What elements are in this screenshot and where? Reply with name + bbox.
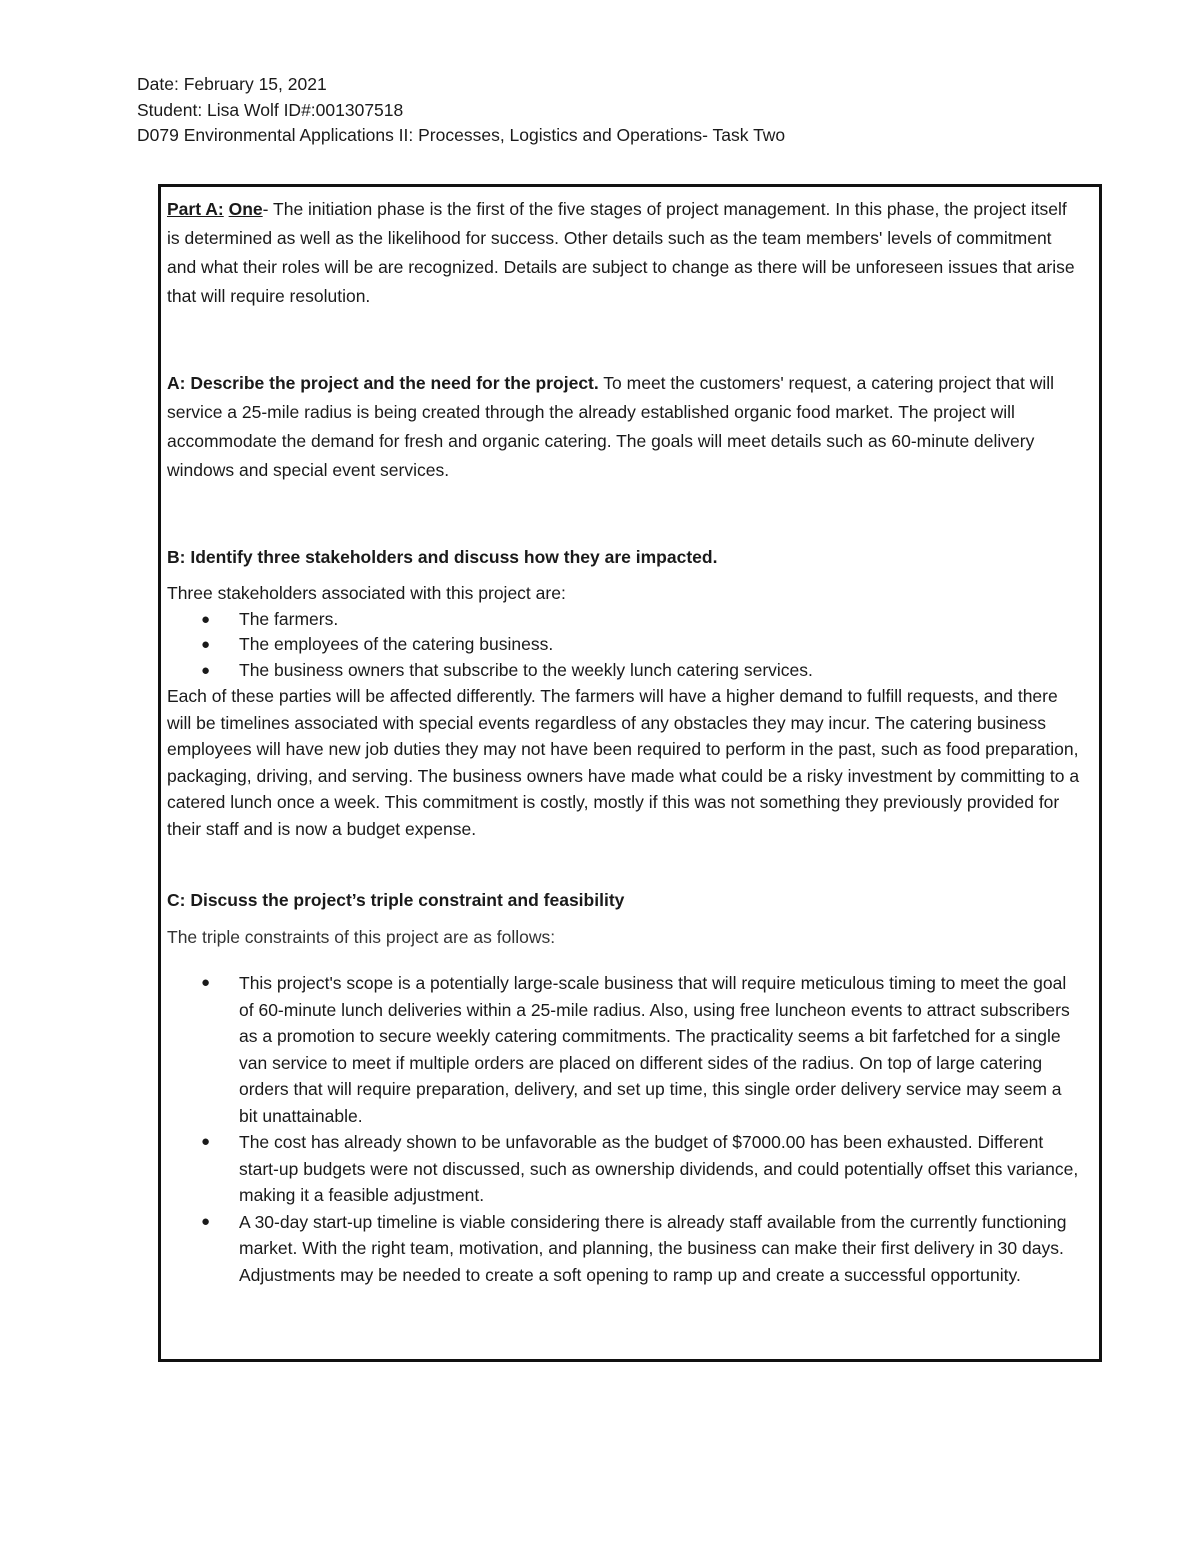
bullet-icon: ● [201,661,211,679]
bullet-icon: ● [201,974,211,991]
spacer [167,485,1081,543]
list-item: ● A 30-day start-up timeline is viable considering there is already staff available from the currently functioning market. With the right team, motivation, and planning, the business can make their first delivery in 30 days. Adjustments may be needed to create a soft opening to ramp up and create a successful opportunity. [167,1209,1081,1289]
list-item: ● The employees of the catering business. [167,632,1081,658]
list-item: ● The cost has already shown to be unfavorable as the budget of $7000.00 has been exhausted. Different start-up budgets were not discussed, such as ownership dividends, and could potentially offset this variance, making it a feasible adjustment. [167,1129,1081,1209]
section-b-heading: B: Identify three stakeholders and discuss how they are impacted. [167,547,718,567]
stakeholder-list [167,607,1081,684]
section-b-body: Each of these parties will be affected differently. The farmers will have a higher demand to fulfill requests, and there will be timelines associated with special events regardless of any obstacles they may incur. The catering business employees will have new job duties they may not have been required to perform in the past, such as food preparation, packaging, driving, and serving. The business owners have made what could be a risky investment by committing to a catered lunch once a week. This commitment is costly, mostly if this was not something they previously provided for their staff and is now a budget expense. [167,686,1080,839]
constraint-list [167,970,1081,1288]
spacer [167,915,1081,923]
section-c-heading: C: Discuss the project’s triple constraint and feasibility [167,890,625,910]
part-a-label: Part A: [167,199,224,219]
content-body [167,195,1081,1288]
date-line: Date: February 15, 2021 [137,74,327,94]
section-a-heading: A: Describe the project and the need for the project. [167,373,599,393]
section-a-body: To meet the customers' request, a catering project that will service a 25-mile radius is being created through the already established organic food market. The project will accommodate the demand for fresh and organic catering. The goals will meet details such as 60-minute delivery windows and special event services. [167,373,1055,480]
course-title: D079 Environmental Applications II: Processes, Logistics and Operations- Task Two [137,125,786,145]
spacer [167,842,1081,886]
spacer [167,572,1081,580]
student-line: Student: Lisa Wolf ID#:001307518 [137,99,404,120]
document-header [137,72,785,149]
bullet-icon: ● [201,636,211,653]
section-a-paragraph [167,369,1081,485]
section-c-intro: The triple constraints of this project are as follows: [167,927,556,947]
part-a-paragraph [167,195,1081,311]
section-b-intro: Three stakeholders associated with this project are: [167,583,566,603]
spacer [167,952,1081,970]
spacer [167,311,1081,369]
list-item: ● The business owners that subscribe to the weekly lunch catering services. [167,658,1081,684]
content-box [158,184,1102,1362]
bullet-icon: ● [201,1133,211,1150]
list-item: ● The farmers. [167,607,1081,633]
part-a-one-label: One [228,199,263,219]
bullet-icon: ● [201,610,211,628]
list-item: ● This project's scope is a potentially large-scale business that will require meticulous timing to meet the goal of 60-minute lunch deliveries within a 25-mile radius. Also, using free luncheon events to attract subscribers as a promotion to secure weekly catering commitments. The practicality seems a bit farfetched for a single van service to meet if multiple orders are placed on different sides of the radius. On top of large catering orders that will require preparation, delivery, and set up time, this single order delivery service may seem a bit unattainable. [167,970,1081,1129]
bullet-icon: ● [201,1212,211,1230]
part-a-intro: - The initiation phase is the first of the five stages of project management. In this phase, the project itself is determined as well as the likelihood for success. Other details such as the team members' levels of commitment and what their roles will be are recognized. Details are subject to change as there will be unforeseen issues that arise that will require resolution. [167,199,1075,306]
